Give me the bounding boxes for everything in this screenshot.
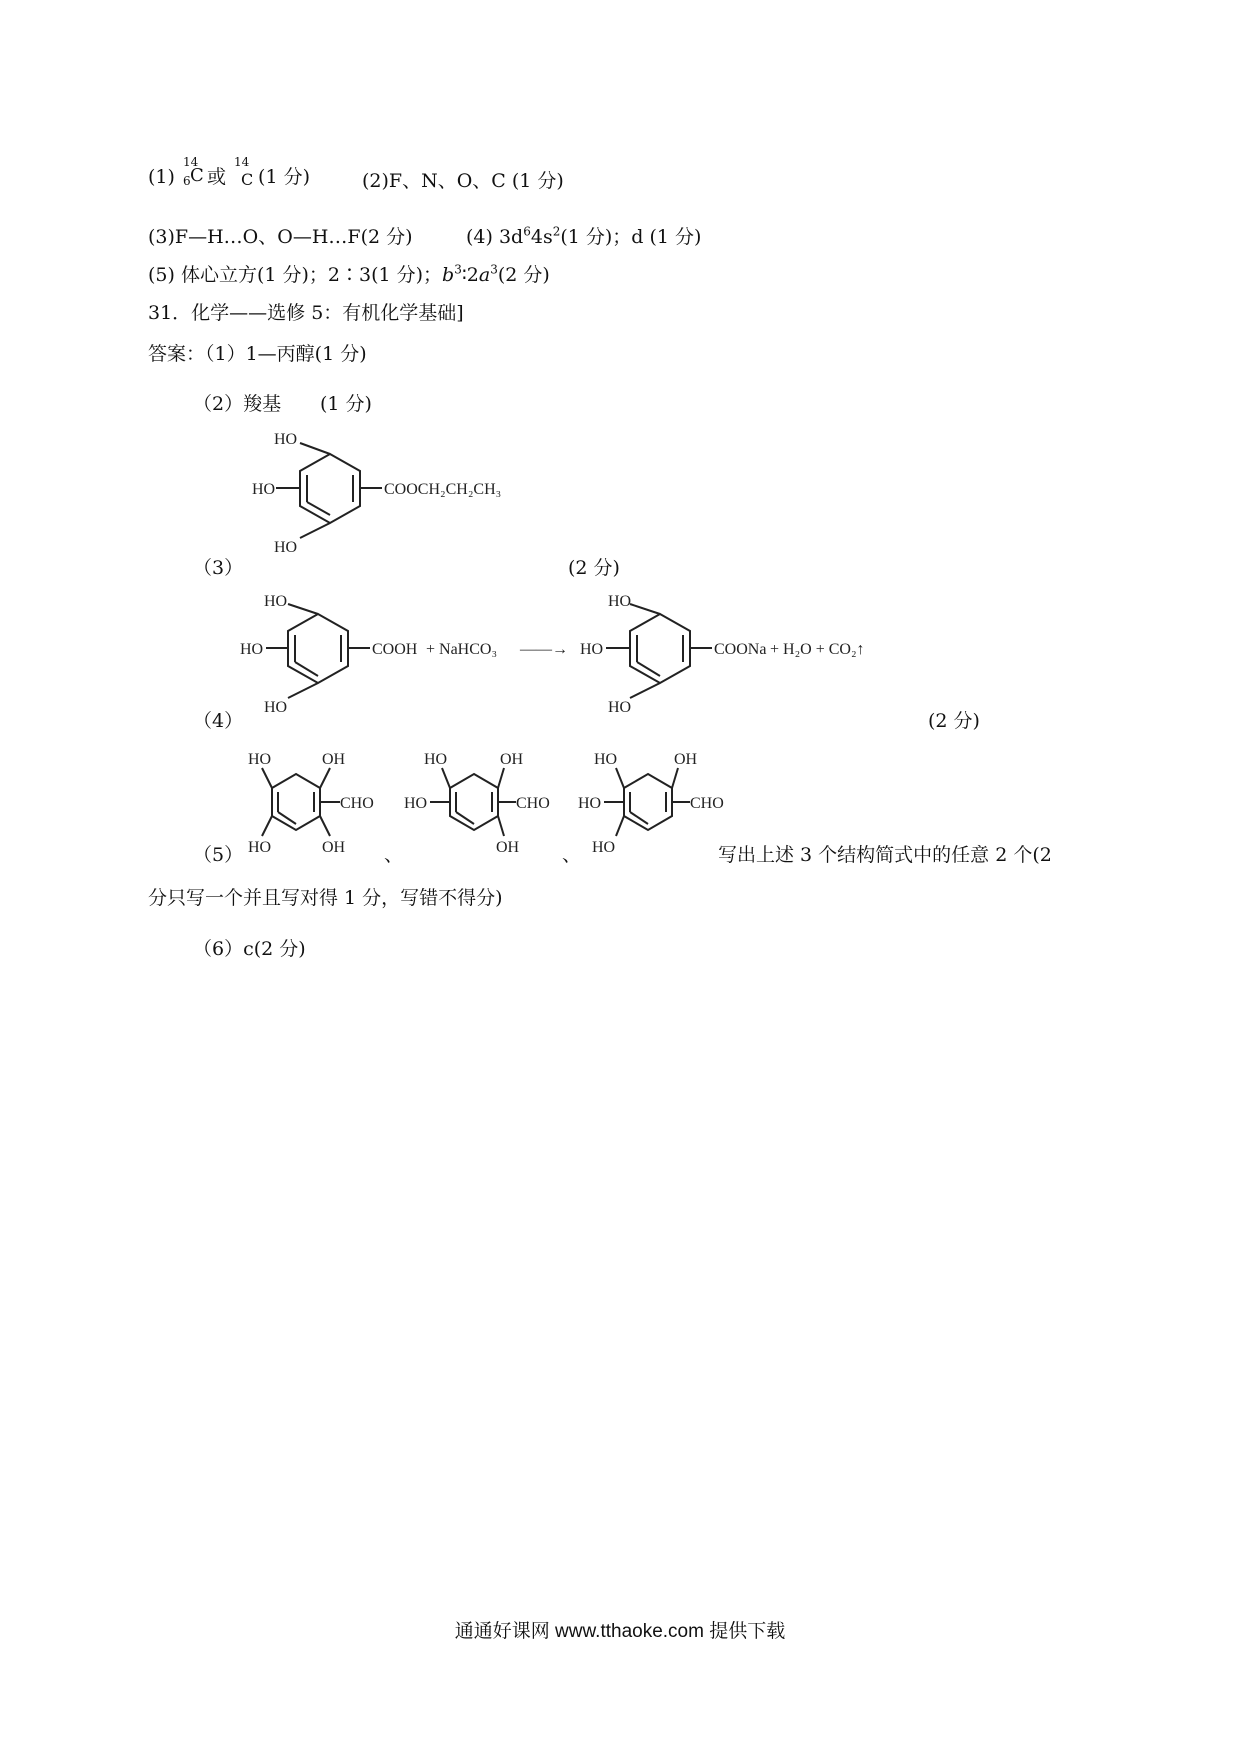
q31-answer-4-score: (2 分) bbox=[928, 710, 980, 732]
ho-bottom: HO bbox=[274, 539, 298, 556]
q30-answer-2: (2)F、N、O、C (1 分) bbox=[362, 170, 564, 192]
salt-group: COONa bbox=[714, 641, 767, 658]
isomer-3 bbox=[578, 748, 728, 858]
q31-answer-6: （6）c(2 分) bbox=[193, 938, 306, 960]
q31-answer-5-text: 写出上述 3 个结构简式中的任意 2 个(2 bbox=[718, 844, 1052, 866]
reaction-equation bbox=[240, 592, 930, 722]
svg-text:CHO: CHO bbox=[516, 795, 550, 812]
q30-answer-1 bbox=[148, 155, 310, 189]
svg-text:HO: HO bbox=[248, 751, 272, 768]
q30-label-1: (1) bbox=[148, 166, 175, 188]
isomer-1 bbox=[240, 748, 390, 858]
reactant-ho-bottom: HO bbox=[264, 699, 288, 716]
svg-text:CHO: CHO bbox=[340, 795, 374, 812]
isotope-c14-with-z: 14 6 C bbox=[182, 155, 204, 188]
svg-text:OH: OH bbox=[496, 839, 520, 856]
q31-answer-5-label: （5） bbox=[193, 844, 244, 866]
q30-answer-3: (3)F—H…O、O—H…F(2 分) bbox=[148, 226, 413, 248]
q31-answer-3-score: (2 分) bbox=[568, 557, 620, 579]
ho-left: HO bbox=[252, 481, 276, 498]
svg-text:CHO: CHO bbox=[690, 795, 724, 812]
svg-text:OH: OH bbox=[500, 751, 524, 768]
acid-group: COOH bbox=[372, 641, 418, 658]
ho-top: HO bbox=[274, 431, 298, 448]
svg-text:OH: OH bbox=[322, 751, 346, 768]
q31-answer-4-label: （4） bbox=[193, 710, 244, 732]
page-footer: 通通好课网 www.tthaoke.com 提供下载 bbox=[454, 1621, 786, 1642]
product-ho-left: HO bbox=[580, 641, 604, 658]
q30-answer-4: (4) $3d^64s^2(1$ 分)；d (1 分) bbox=[466, 224, 702, 248]
svg-text:HO: HO bbox=[592, 839, 616, 856]
svg-text:OH: OH bbox=[674, 751, 698, 768]
reaction-products: + H₂O + CO₂↑ bbox=[770, 641, 865, 658]
q30-answer-5: (5) 体心立方(1 分)；2∶3(1 分)；$b^3∶2a^3(2$ 分) bbox=[148, 262, 550, 286]
q31-answer-2-label: （2）羧基 bbox=[193, 393, 282, 415]
q31-answer-1: 答案：（1）1—丙醇(1 分) bbox=[148, 343, 367, 365]
q30-score-1: (1 分) bbox=[258, 166, 310, 188]
svg-text:OH: OH bbox=[322, 839, 346, 856]
reactant-ho-top: HO bbox=[264, 593, 288, 610]
q31-answer-5-text-2: 分只写一个并且写对得 1 分，写错不得分) bbox=[148, 887, 503, 909]
isomer-2 bbox=[404, 748, 564, 858]
reactant-ho-left: HO bbox=[240, 641, 264, 658]
product-ho-top: HO bbox=[608, 593, 632, 610]
svg-text:HO: HO bbox=[404, 795, 428, 812]
nahco3-reagent: + NaHCO₃ bbox=[426, 641, 498, 658]
reaction-arrow: ——→ bbox=[520, 641, 568, 658]
q30-or: 或 bbox=[206, 166, 226, 188]
ester-group: COOCH₂CH₂CH₃ bbox=[384, 481, 502, 498]
isomer-separator-1: 、 bbox=[384, 844, 404, 866]
ester-structure bbox=[240, 428, 570, 568]
svg-text:HO: HO bbox=[424, 751, 448, 768]
q31-answer-3-label: （3） bbox=[193, 557, 244, 579]
svg-text:HO: HO bbox=[248, 839, 272, 856]
product-ho-bottom: HO bbox=[608, 699, 632, 716]
svg-text:HO: HO bbox=[594, 751, 618, 768]
q31-title: 31．化学——选修 5：有机化学基础] bbox=[148, 302, 464, 324]
q31-answer-2-score: (1 分) bbox=[320, 393, 372, 415]
isomer-separator-2: 、 bbox=[562, 844, 582, 866]
svg-text:HO: HO bbox=[578, 795, 602, 812]
isotope-c14: 14 C bbox=[234, 155, 254, 189]
